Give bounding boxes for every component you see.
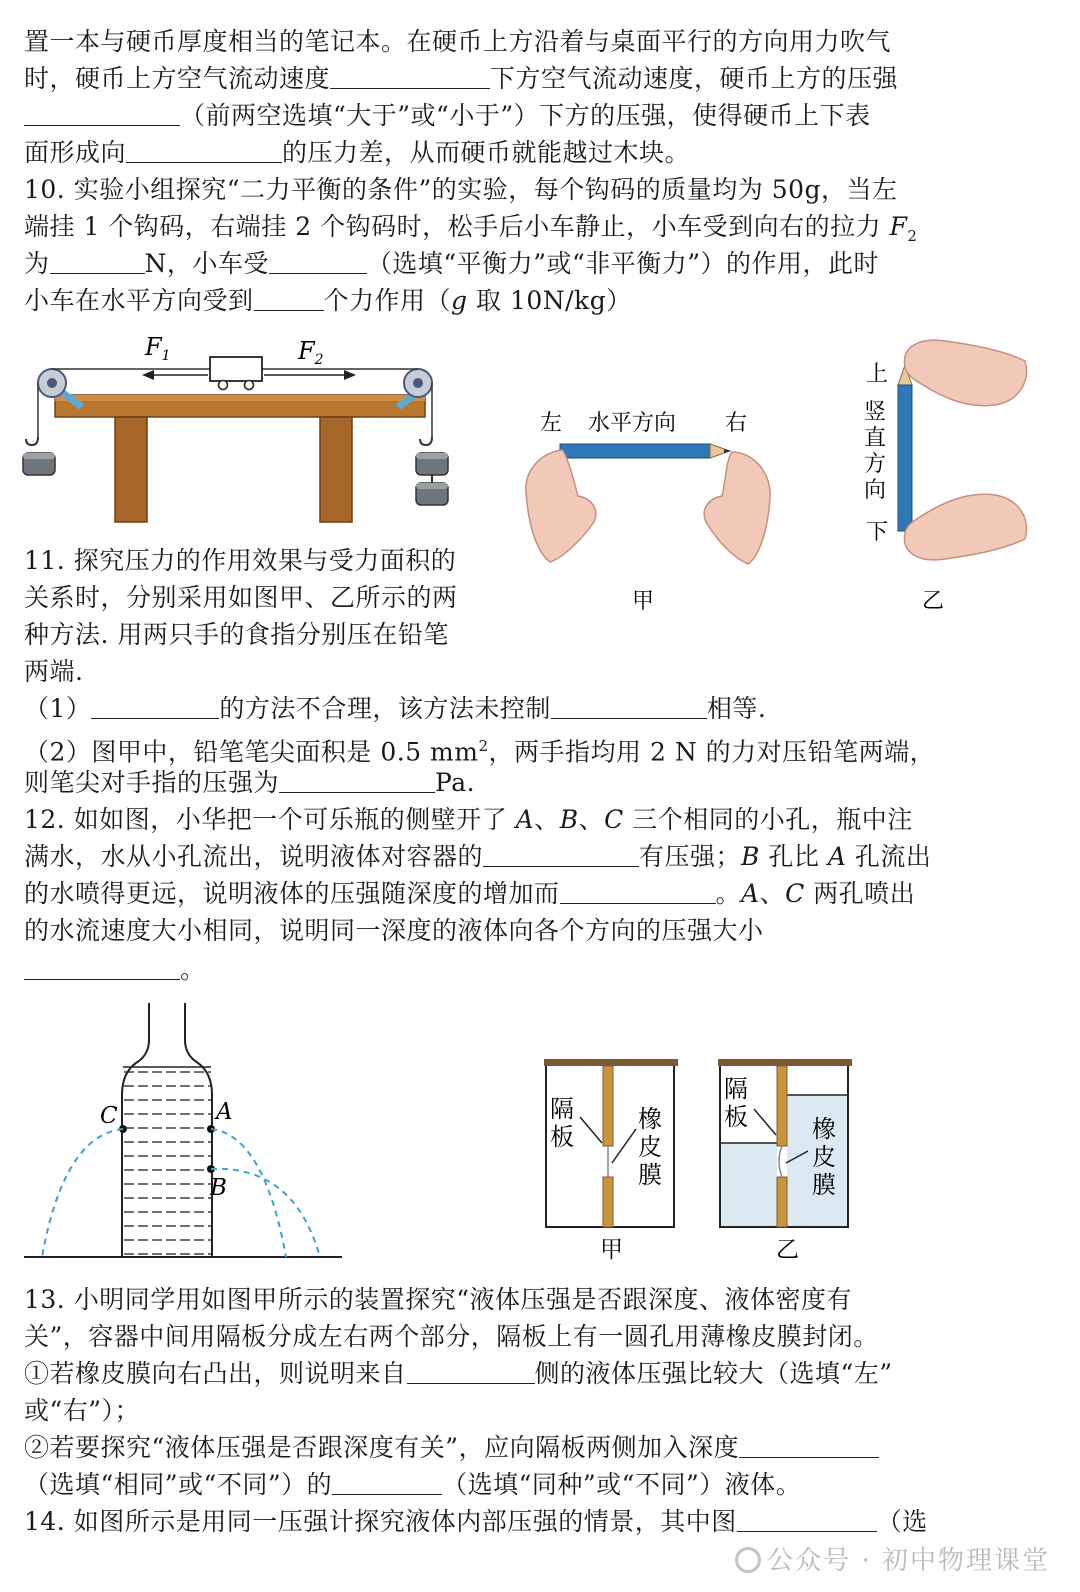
answer-blank[interactable] [483, 840, 639, 867]
svg-text:皮: 皮 [638, 1133, 662, 1161]
pencil-vertical-figure [850, 325, 1040, 620]
q14-line-1: 14. 如图所示是用同一压强计探究液体内部压强的情景，其中图 （选 [24, 1507, 928, 1536]
label-a: A [216, 1099, 233, 1125]
figure-label-jia: 甲 [632, 589, 655, 614]
answer-blank[interactable] [737, 1505, 877, 1532]
label-down: 下 [866, 520, 889, 545]
top-hand [904, 340, 1026, 406]
q12-line-5: 。 [24, 952, 206, 988]
q9-line-1: 置一本与硬币厚度相当的笔记本。在硬币上方沿着与桌面平行的方向用力吹气 [24, 27, 892, 56]
pencil-horizontal-figure [520, 400, 800, 620]
label-vertical: 向 [864, 478, 887, 503]
answer-blank[interactable] [407, 1357, 535, 1384]
label-vertical: 直 [864, 426, 887, 451]
answer-blank[interactable] [269, 247, 367, 274]
q10-line-4: 小车在水平方向受到 个力作用（g 取 10N/kg） [24, 286, 632, 315]
q12-line-4: 的水流速度大小相同，说明同一深度的液体向各个方向的压强大小 [24, 916, 764, 945]
container-yi [718, 1059, 852, 1263]
q9-line-4: 面形成向 的压力差，从而硬币就能越过木块。 [24, 138, 691, 167]
q9-line-3: （前两空选填“大于”或“小于”）下方的压强，使得硬币上下表 [24, 98, 871, 134]
figure-label-jia: 甲 [600, 1237, 623, 1263]
answer-blank[interactable] [560, 877, 716, 904]
container-jia [544, 1059, 678, 1263]
q13-line-6: （选填“相同”或“不同”）的 （选填“同种”或“不同”）液体。 [24, 1470, 802, 1499]
answer-blank[interactable] [254, 284, 324, 311]
answer-blank[interactable] [50, 247, 145, 274]
label-vertical: 竖 [864, 400, 887, 425]
q10-line-2: 端挂 1 个钩码，右端挂 2 个钩码时，松手后小车静止，小车受到向右的拉力 $F_2$ [24, 212, 918, 245]
q11-part-1: （1） 的方法不合理，该方法未控制 相等. [24, 694, 767, 723]
answer-blank[interactable] [24, 953, 180, 980]
q13-line-5: ②若要探究“液体压强是否跟深度有关”，应向隔板两侧加入深度 [24, 1430, 879, 1466]
svg-text:板: 板 [550, 1123, 574, 1151]
figure-label-yi: 乙 [922, 589, 945, 614]
right-pulley [404, 369, 432, 397]
svg-text:皮: 皮 [812, 1143, 836, 1171]
watermark: 公众号 · 初中物理课堂 [735, 1540, 1050, 1577]
answer-blank[interactable] [91, 692, 219, 719]
svg-text:橡: 橡 [812, 1115, 836, 1143]
label-c: C [100, 1103, 118, 1129]
figure-label-yi: 乙 [776, 1237, 799, 1263]
q12-line-2: 满水，水从小孔流出，说明液体对容器的 有压强；B 孔比 A 孔流出 [24, 842, 932, 871]
q10-line-1: 10. 实验小组探究“二力平衡的条件”的实验，每个钩码的质量均为 50g，当左 [24, 175, 898, 204]
svg-text:橡: 橡 [638, 1105, 662, 1133]
partition-container-figure [540, 1055, 860, 1270]
answer-blank[interactable] [330, 62, 490, 89]
bottle-holes-figure [24, 995, 354, 1265]
label-left: 左 [540, 411, 563, 436]
cart [210, 357, 262, 381]
label-up: 上 [866, 362, 889, 387]
left-hand [526, 450, 596, 562]
q11-line-1: 11. 探究压力的作用效果与受力面积的 [24, 546, 457, 575]
label-right: 右 [725, 411, 748, 436]
svg-text:隔: 隔 [550, 1095, 574, 1123]
q9-line-2: 时，硬币上方空气流动速度 下方空气流动速度，硬币上方的压强 [24, 64, 899, 93]
answer-blank[interactable] [739, 1431, 879, 1458]
answer-blank[interactable] [332, 1468, 442, 1495]
q11-part-2: （2）图甲中，铅笔笔尖面积是 0.5 $mm^2$，两手指均用 2 N 的力对压铅笔两端， [24, 737, 936, 767]
svg-text:板: 板 [724, 1103, 748, 1131]
cart-on-table-figure [20, 325, 450, 535]
q11-part-3: 则笔尖对手指的压强为 Pa. [24, 768, 476, 797]
answer-blank[interactable] [551, 692, 707, 719]
q13-line-3: ①若橡皮膜向右凸出，则说明来自 侧的液体压强比较大（选填“左” [24, 1359, 893, 1388]
wechat-icon [735, 1547, 761, 1573]
q11-line-2: 关系时，分别采用如图甲、乙所示的两 [24, 583, 458, 612]
q12-line-1: 12. 如如图，小华把一个可乐瓶的侧壁开了 A、B、C 三个相同的小孔，瓶中注 [24, 805, 913, 834]
force-f2-label: $F_2$ [298, 337, 324, 368]
q10-line-3: 为 N，小车受 （选填“平衡力”或“非平衡力”）的作用，此时 [24, 249, 880, 278]
stream-c [42, 1129, 123, 1257]
bottom-hand [904, 494, 1026, 560]
label-horizontal: 水平方向 [588, 411, 677, 436]
q11-line-3: 种方法. 用两只手的食指分别压在铅笔 [24, 620, 449, 649]
svg-text:膜: 膜 [812, 1171, 836, 1199]
left-pulley [38, 369, 66, 397]
q13-line-2: 关”，容器中间用隔板分成左右两个部分，隔板上有一圆孔用薄橡皮膜封闭。 [24, 1322, 879, 1351]
svg-text:隔: 隔 [724, 1075, 748, 1103]
answer-blank[interactable] [279, 766, 435, 793]
q13-line-4: 或“右”）； [24, 1396, 141, 1425]
label-b: B [210, 1175, 227, 1201]
force-f1-label: $F_1$ [145, 333, 171, 364]
q13-line-1: 13. 小明同学用如图甲所示的装置探究“液体压强是否跟深度、液体密度有 [24, 1285, 852, 1314]
q12-line-3: 的水喷得更远，说明液体的压强随深度的增加而 。A、C 两孔喷出 [24, 879, 916, 908]
label-vertical: 方 [864, 452, 887, 477]
answer-blank[interactable] [24, 99, 180, 126]
svg-text:膜: 膜 [638, 1161, 662, 1189]
answer-blank[interactable] [126, 136, 282, 163]
right-hand [704, 452, 770, 564]
q11-line-4: 两端. [24, 657, 84, 686]
